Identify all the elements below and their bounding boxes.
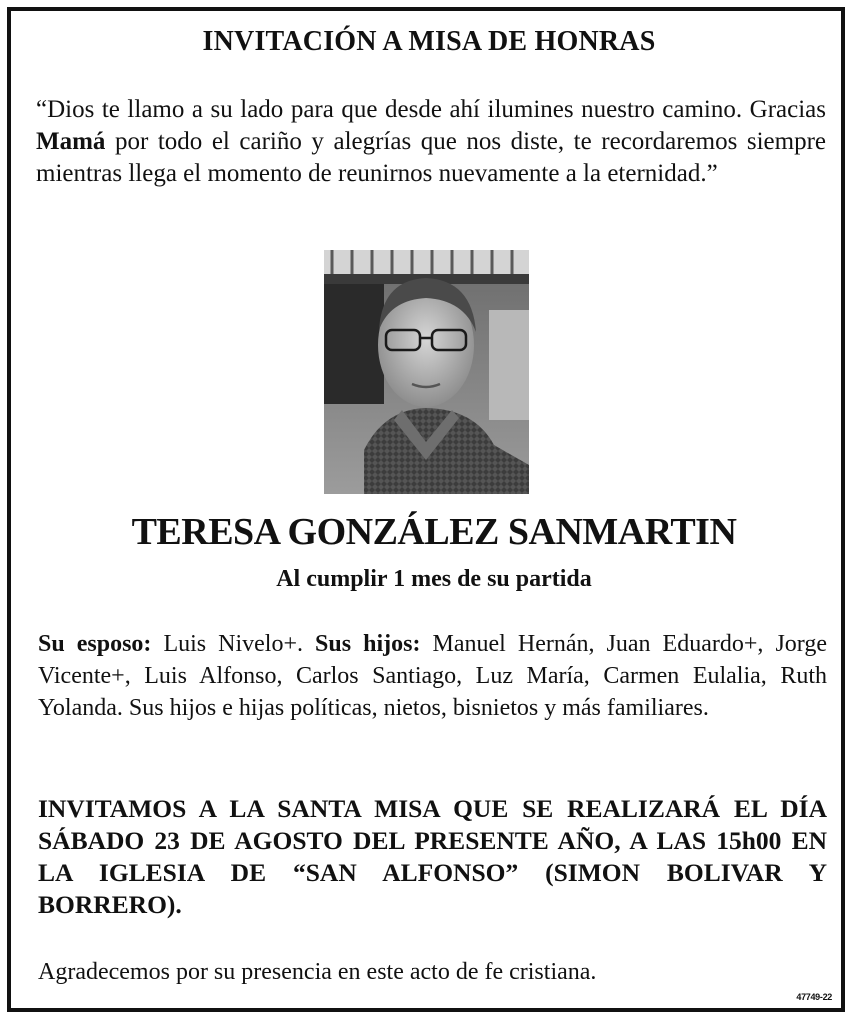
thanks-text: Agradecemos por su presencia en este acto de fe cristiana. — [38, 959, 597, 985]
children-label: Sus hijos: — [315, 631, 421, 657]
deceased-portrait-photo — [324, 250, 529, 494]
memorial-quote — [36, 94, 826, 190]
quote-text-start: “Dios te llamo a su lado para que desde ahí ilumines nuestro camino. Gracias — [36, 96, 826, 123]
deceased-name: TERESA GONZÁLEZ SANMARTIN — [131, 511, 737, 553]
family-list — [38, 628, 827, 724]
anniversary-subtitle: Al cumplir 1 mes de su partida — [276, 566, 592, 592]
spouse-name: Luis Nivelo+. — [151, 631, 316, 657]
notice-code: 47749-22 — [796, 992, 832, 1002]
children-names: Manuel Hernán, Juan Eduardo+, Jorge Vicente+, Luis Alfonso, Carlos Santiago, Luz María, Carmen Eulalia, Ruth Yolanda. Sus hijos e hijas políticas, nietos, bisnietos y más familiares. — [38, 631, 827, 721]
notice-title: INVITACIÓN A MISA DE HONRAS — [202, 26, 656, 57]
quote-mama: Mamá — [36, 128, 106, 155]
quote-text-end: por todo el cariño y alegrías que nos diste, te recordaremos siempre mientras llega el momento de reunirnos nuevamente a la eternidad.” — [36, 128, 826, 187]
mass-invitation: INVITAMOS A LA SANTA MISA QUE SE REALIZARÁ EL DÍA SÁBADO 23 DE AGOSTO DEL PRESENTE AÑO, A LAS 15h00 EN LA IGLESIA DE “SAN ALFONSO” (SIMON BOLIVAR Y BORRERO). — [38, 794, 827, 919]
spouse-label: Su esposo: — [38, 631, 152, 657]
